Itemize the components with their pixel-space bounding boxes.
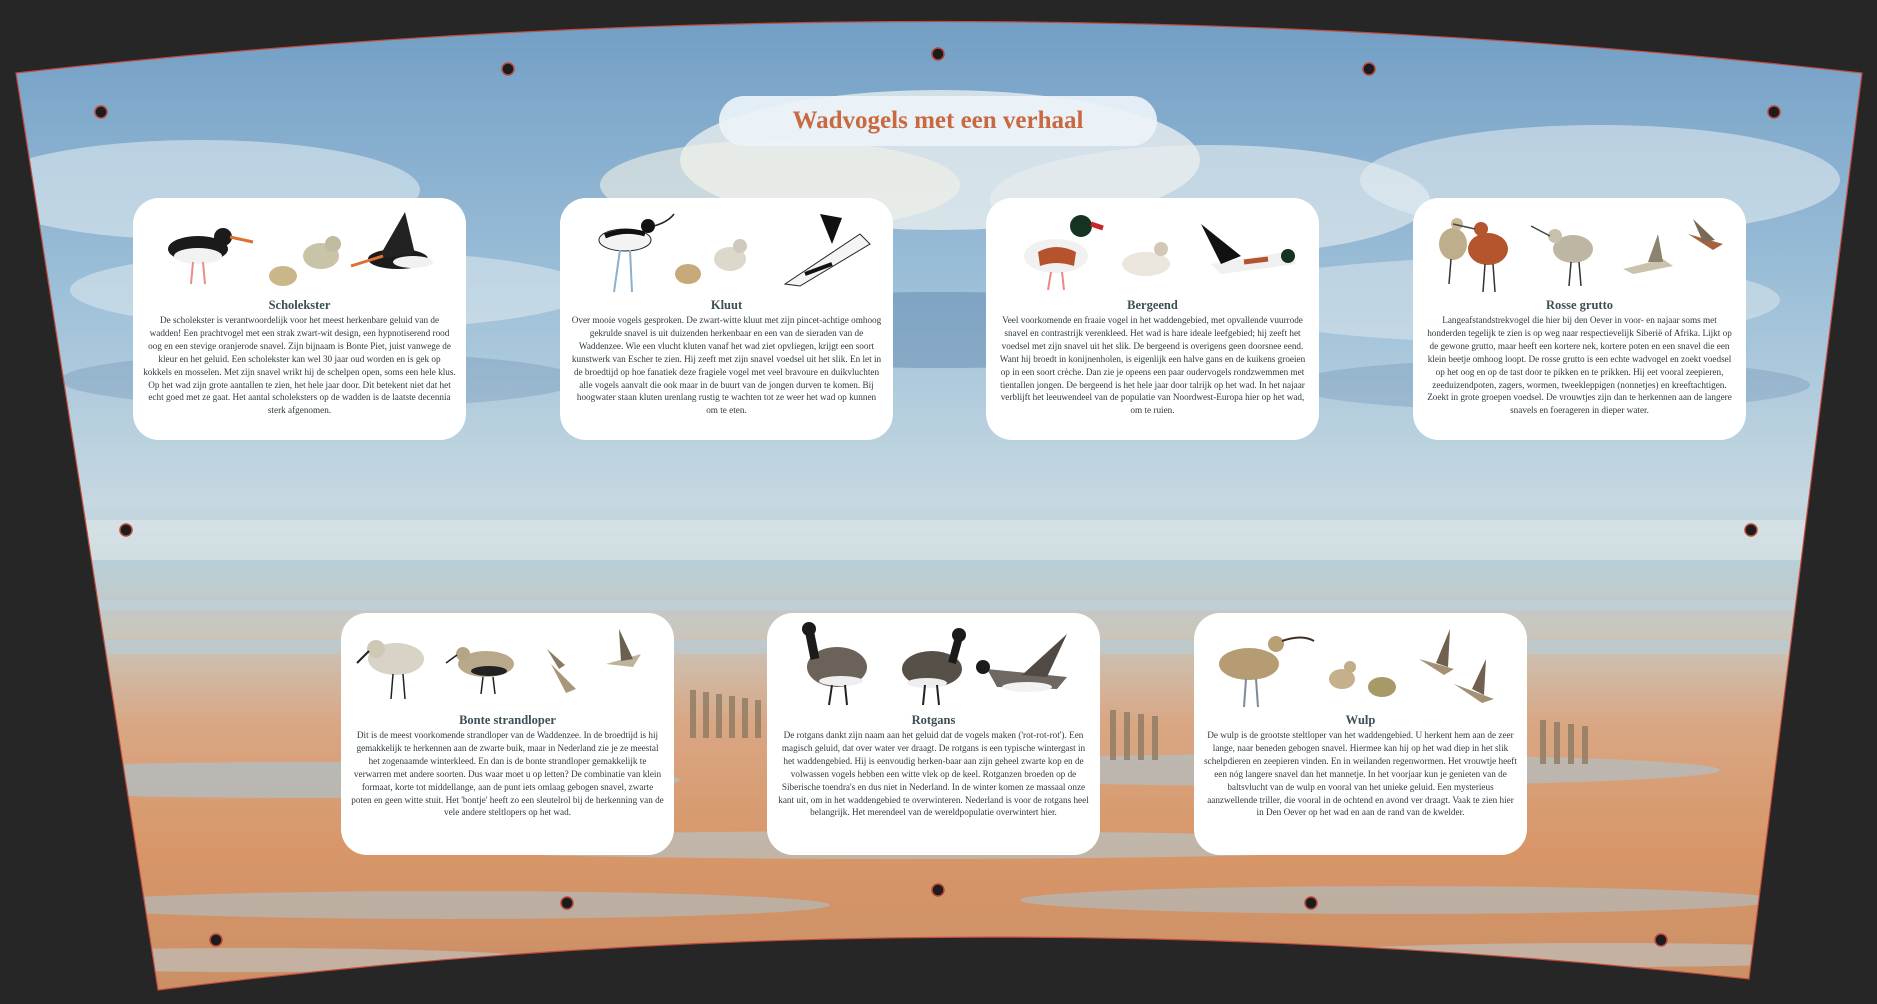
- bird-name: Rosse grutto: [1545, 298, 1613, 312]
- wulp-illustration: [1204, 619, 1517, 711]
- bonte-strandloper-illustration: [351, 619, 664, 711]
- bird-description: Veel voorkomende en fraaie vogel in het waddengebied, met opvallende vuurrode snavel en contrastrijk verenkleed. Het wad is hare ideale leefgebied; hij zeeft het voedsel met zijn snavel uit het slik. De bergeend is overigens geen doorsnee eend. Want hij broedt in konijnenholen, is eigenlijk een halve gans en de kuikens groeien op in een soort crèche. Dan zie je opeens een paar oudervogels rondzwemmen met tientallen jongen. De bergeend is het hele jaar door talrijk op het wad. In het najaar verblijft het leeuwendeel van de populatie van Noordwest-Europa hier op het wad, om te ruien.: [999, 315, 1306, 416]
- bird-description: De rotgans dankt zijn naam aan het geluid dat de vogels maken ('rot-rot-rot'). Een magisch geluid, dat over water ver draagt. De rotgans is een typische wintergast in het waddengebied. Hij is eenvoudig herken-baar aan zijn geheel zwarte kop en de volwassen vogels hebben een witte vlek op de keel. Rotganzen broeden op de Siberische toendra's en dus niet in Nederland. In de winter komen ze massaal onze kant uit, om in het waddengebied te overwinteren. Nederland is voor de rotgans heel belangrijk. Het merendeel van de wereldpopulatie overwintert hier.: [778, 730, 1089, 818]
- bird-name: Rotgans: [911, 713, 956, 727]
- page-title: Wadvogels met een verhaal: [719, 96, 1157, 146]
- bird-card-bergeend: [986, 198, 1319, 440]
- kluut-illustration: [570, 204, 883, 296]
- bird-description: Over mooie vogels gesproken. De zwart-witte kluut met zijn pincet-achtige omhoog gekrulde snavel is uit duizenden herkenbaar en een van de sieraden van de Waddenzee. Wie een vlucht kluten vanaf het wad ziet opvliegen, krijgt een soort kunstwerk van Escher te zien. Hij zeeft met zijn snavel voedsel uit het slik. En let in de broedtijd op hoe fanatiek deze fragiele vogel met veel bravoure en duikvluchten alle vogels aanvalt die ook maar in de buurt van de jongen durven te komen. Bij hoogwater staan kluten urenlang rustig te wachten tot ze weer het wad op kunnen om te eten.: [571, 315, 882, 416]
- bird-description: De scholekster is verantwoordelijk voor het meest herkenbare geluid van de wadden! Een prachtvogel met een strak zwart-wit design, een hypnotiserend rood oog en een stevige oranjerode snavel. Zijn bijnaam is Bonte Piet, juist vanwege de kleur en het geluid. Een scholekster kan wel 30 jaar oud worden en is gek op kokkels en mosselen. Met zijn snavel wrikt hij de schelpen open, soms een hele klus. Op het wad zijn grote aantallen te zien, het hele jaar door. Dit betekent niet dat het echt goed met ze gaat. Het aantal scholeksters op de wadden is de laatste decennia sterk afgenomen.: [143, 315, 456, 416]
- bird-card-wulp: [1194, 613, 1527, 855]
- scholekster-illustration: [143, 204, 456, 296]
- bird-card-rotgans: [767, 613, 1100, 855]
- rosse-grutto-illustration: [1423, 204, 1736, 296]
- bird-name: Bonte strandloper: [459, 713, 556, 727]
- bird-name: Kluut: [710, 298, 743, 312]
- bird-card-bonte-strandloper: [341, 613, 674, 855]
- bird-description: De wulp is de grootste steltloper van het waddengebied. U herkent hem aan de zeer lange, naar beneden gebogen snavel. Hiermee kan hij op het wad diep in het slik schelpdieren en zeepieren vinden. En in weilanden regenwormen. Het vrouwtje heeft een nóg langere snavel dan het mannetje. In het voorjaar kun je genieten van de baltsvlucht van de wulp en vooral van het unieke geluid. Een mysterieus aanzwellende triller, die vooral in de ochtend en avond ver draagt. Vaak te zien hier in Den Oever op het wad en aan de rand van de kwelder.: [1204, 730, 1517, 818]
- bird-name: Scholekster: [268, 298, 331, 312]
- bird-card-rosse-grutto: [1413, 198, 1746, 440]
- bird-name: Wulp: [1345, 713, 1376, 727]
- bergeend-illustration: [996, 204, 1309, 296]
- rotgans-illustration: [777, 619, 1090, 711]
- bird-description: Dit is de meest voorkomende strandloper van de Waddenzee. In de broedtijd is hij gemakkelijk te herkennen aan de zwarte buik, maar in Nederland zie je ze meestal het zogenaamde winterkleed. En dan is de bonte strandloper gemakkelijk te verwarren met andere soorten. Dus waar moet u op letten? De combinatie van klein formaat, korte tot middellange, aan de punt iets omlaag gebogen snavel, zwarte poten en geen witte stuit. Het 'bontje' heeft zo een sleutelrol bij de herkenning van de vele andere steltlopers op het wad.: [351, 730, 664, 818]
- bird-card-scholekster: [133, 198, 466, 440]
- bird-card-kluut: [560, 198, 893, 440]
- bird-name: Bergeend: [1127, 298, 1178, 312]
- bird-description: Langeafstandstrekvogel die hier bij den Oever in voor- en najaar soms met honderden tegelijk te zien is op weg naar respectievelijk Siberië of Afrika. Lijkt op de gewone grutto, maar heeft een kortere nek, kortere poten en een snavel die een klein beetje omhoog loopt. De rosse grutto is een echte wadvogel en zoekt voedsel op het oog en op de tast door te pikken en te prikken. Hij eet vooral zeepieren, zeeduizendpoten, zagers, wormen, tweekleppigen (nonnetjes) en kreeftachtigen. Zoekt in grote groepen voedsel. De vrouwtjes zijn dan te herkennen aan de langere snavels en foerageren in dieper water.: [1427, 315, 1732, 416]
